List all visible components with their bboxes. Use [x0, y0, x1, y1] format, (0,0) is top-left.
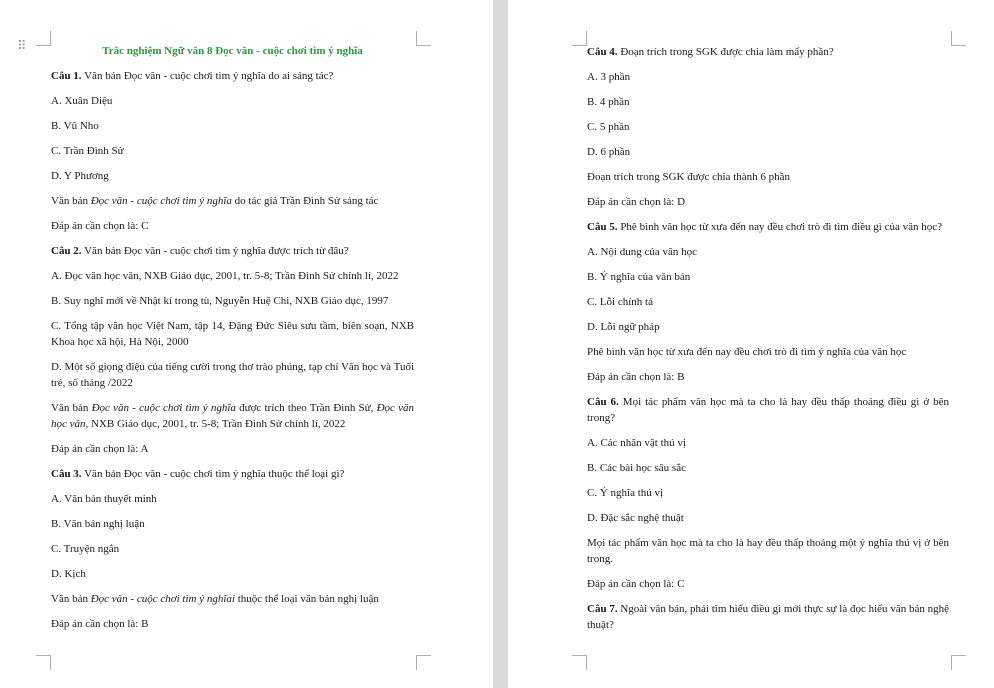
question-2: [51, 243, 414, 259]
explanation: [51, 591, 414, 607]
option: B. Các bài học sâu sắc: [587, 462, 686, 474]
option: D. Kịch: [51, 568, 86, 580]
option: A. Xuân Diệu: [51, 95, 113, 107]
option: C. Tổng tập văn học Việt Nam, tập 14, Đặng Đức Siêu sưu tầm, biên soạn, NXB Khoa học xã hội, Hà Nội, 2000: [51, 320, 414, 348]
page-gutter: [493, 0, 508, 688]
question-label: Câu 6.: [587, 396, 619, 408]
question-label: Câu 5.: [587, 221, 618, 233]
option: B. Suy nghĩ mới về Nhật kí trong tù, Nguyễn Huệ Chi, NXB Giáo dục, 1997: [51, 295, 389, 307]
question-label: Câu 3.: [51, 468, 82, 480]
crop-mark: [951, 31, 966, 46]
explanation-italic: Đọc văn học văn,: [51, 402, 414, 430]
answer-line: Đáp án cần chọn là: B: [587, 371, 685, 383]
option: A. 3 phần: [587, 71, 631, 83]
question-label: Câu 4.: [587, 46, 618, 58]
option: C. Lỗi chính tả: [587, 296, 653, 308]
explanation-text: NXB Giáo dục, 2001, tr. 5-8; Trần Đình Sử chỉnh lí, 2022: [88, 418, 346, 430]
option: B. Ý nghĩa của văn bản: [587, 271, 691, 283]
question-6: [587, 394, 949, 426]
explanation-text: thuộc thể loại văn bản nghị luận: [234, 593, 379, 605]
answer-line: Đáp án cần chọn là: B: [51, 618, 149, 630]
explanation-italic: Đọc văn - cuộc chơi tìm ý nghĩa: [91, 402, 236, 414]
option: A. Các nhân vật thú vị: [587, 437, 686, 449]
document-page-2[interactable]: [508, 0, 994, 688]
crop-mark: [416, 655, 431, 670]
answer-line: Đáp án cần chọn là: A: [51, 443, 149, 455]
explanation: Mọi tác phẩm văn học mà ta cho là hay đều thấp thoáng một ý nghĩa thú vị ở bên trong.: [587, 537, 949, 565]
option: D. Đặc sắc nghệ thuật: [587, 512, 684, 524]
document-title: Trắc nghiệm Ngữ văn 8 Đọc văn - cuộc chơi tìm ý nghĩa: [102, 45, 363, 57]
option: A. Văn bản thuyết minh: [51, 493, 157, 505]
option: C. Truyện ngắn: [51, 543, 120, 555]
crop-mark: [36, 655, 51, 670]
explanation-text: Văn bản: [51, 195, 91, 207]
answer-line: Đáp án cần chọn là: C: [51, 220, 149, 232]
question-text: Mọi tác phẩm văn học mà ta cho là hay đều thấp thoáng điều gì ở bên trong?: [587, 396, 949, 424]
question-label: Câu 7.: [587, 603, 618, 615]
question-4: [587, 44, 949, 60]
option: B. Vũ Nho: [51, 120, 99, 132]
option: C. Trần Đình Sử: [51, 145, 124, 157]
question-label: Câu 1.: [51, 70, 82, 82]
option: D. Một số giọng điệu của tiếng cười trong thơ trào phúng, tạp chí Văn học và Tuổi trẻ, số tháng /2022: [51, 361, 414, 389]
option: C. 5 phần: [587, 121, 630, 133]
document-page-1[interactable]: [0, 0, 493, 688]
question-text: Phê bình văn học từ xưa đến nay đều chơi trò đi tìm điều gì của văn học?: [617, 221, 942, 233]
option: D. 6 phần: [587, 146, 631, 158]
option: A. Nội dung của văn học: [587, 246, 697, 258]
question-label: Câu 2.: [51, 245, 82, 257]
explanation: [51, 193, 414, 209]
question-text: Ngoài văn bản, phải tìm hiểu điều gì mới thực sự là đọc hiểu văn bản nghệ thuật?: [587, 603, 949, 631]
page-2-text[interactable]: [587, 44, 949, 642]
question-7: [587, 601, 949, 633]
crop-mark: [572, 655, 587, 670]
explanation: [51, 400, 414, 432]
question-3: [51, 466, 414, 482]
question-text: Đoạn trích trong SGK được chia làm mấy phần?: [617, 46, 834, 58]
option: D. Lỗi ngữ pháp: [587, 321, 660, 333]
page-1-text[interactable]: [51, 44, 414, 641]
option: A. Đọc văn học văn, NXB Giáo dục, 2001, tr. 5-8; Trần Đình Sử chỉnh lí, 2022: [51, 270, 399, 282]
explanation: Đoạn trích trong SGK được chia thành 6 phần: [587, 171, 791, 183]
explanation-text: do tác giả Trần Đình Sử sáng tác: [231, 195, 379, 207]
question-text: Văn bản Đọc văn - cuộc chơi tìm ý nghĩa thuộc thể loại gì?: [81, 468, 345, 480]
explanation-italic: Đọc văn - cuộc chơi tìm ý nghĩa: [90, 195, 232, 207]
explanation-italic: Đọc văn - cuộc chơi tìm ý nghĩai: [90, 593, 235, 605]
answer-line: Đáp án cần chọn là: C: [587, 578, 685, 590]
question-text: Văn bản Đọc văn - cuộc chơi tìm ý nghĩa được trích từ đâu?: [81, 245, 349, 257]
table-move-handle-icon[interactable]: ⠿: [17, 39, 28, 54]
option: C. Ý nghĩa thú vị: [587, 487, 664, 499]
option: B. 4 phần: [587, 96, 630, 108]
crop-mark: [36, 31, 51, 46]
explanation-text: được trích theo Trần Đình Sử,: [235, 402, 377, 414]
crop-mark: [416, 31, 431, 46]
question-1: [51, 68, 414, 84]
explanation-text: Văn bản: [51, 593, 91, 605]
question-text: Văn bản Đọc văn - cuộc chơi tìm ý nghĩa do ai sáng tác?: [81, 70, 334, 82]
question-5: [587, 219, 949, 235]
crop-mark: [572, 31, 587, 46]
answer-line: Đáp án cần chọn là: D: [587, 196, 686, 208]
option: D. Y Phương: [51, 170, 109, 182]
crop-mark: [951, 655, 966, 670]
explanation-text: Văn bản: [51, 402, 92, 414]
option: B. Văn bản nghị luận: [51, 518, 145, 530]
explanation: Phê bình văn học từ xưa đến nay đều chơi trò đi tìm ý nghĩa của văn học: [587, 346, 907, 358]
